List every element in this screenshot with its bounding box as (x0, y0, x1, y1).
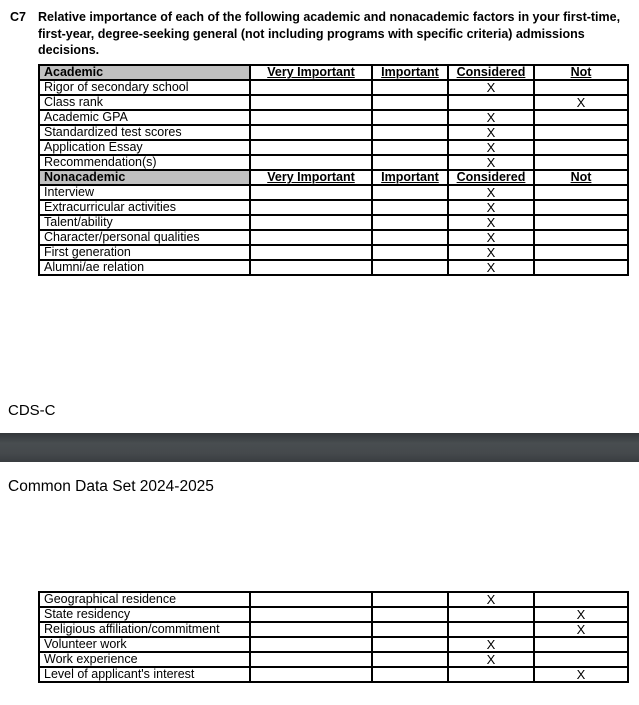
empty-cell (534, 80, 628, 95)
empty-cell (372, 667, 448, 682)
column-header-3: Not (534, 65, 628, 80)
empty-cell (372, 260, 448, 275)
empty-cell (250, 110, 372, 125)
section-header-academic: Academic (39, 65, 250, 80)
factor-label: State residency (39, 607, 250, 622)
section-header-row (39, 170, 628, 185)
factor-label: Work experience (39, 652, 250, 667)
factor-row (39, 667, 628, 682)
empty-cell (534, 215, 628, 230)
importance-mark: X (534, 607, 628, 622)
column-header-2: Considered (448, 65, 534, 80)
page-footer-label: CDS-C (8, 402, 56, 419)
empty-cell (534, 200, 628, 215)
factor-row (39, 230, 628, 245)
empty-cell (250, 200, 372, 215)
empty-cell (250, 185, 372, 200)
question-text: Relative importance of each of the following academic and nonacademic factors in your first-time, first-year, degree-seeking general (not including programs with specific criteria) admissions decisions. (38, 10, 621, 57)
empty-cell (250, 607, 372, 622)
empty-cell (372, 607, 448, 622)
empty-cell (250, 140, 372, 155)
factor-row (39, 125, 628, 140)
column-header-0: Very Important (250, 170, 372, 185)
factor-row (39, 245, 628, 260)
importance-mark: X (534, 667, 628, 682)
empty-cell (372, 110, 448, 125)
factor-label: Geographical residence (39, 592, 250, 607)
factor-label: Rigor of secondary school (39, 80, 250, 95)
factor-label: Extracurricular activities (39, 200, 250, 215)
factor-label: First generation (39, 245, 250, 260)
column-header-1: Important (372, 65, 448, 80)
importance-mark: X (448, 140, 534, 155)
factor-label: Recommendation(s) (39, 155, 250, 170)
section-header-row (39, 65, 628, 80)
empty-cell (372, 622, 448, 637)
importance-mark: X (448, 592, 534, 607)
empty-cell (250, 215, 372, 230)
importance-mark: X (448, 230, 534, 245)
factor-label: Application Essay (39, 140, 250, 155)
question-number: C7 (10, 10, 26, 24)
empty-cell (250, 260, 372, 275)
column-header-0: Very Important (250, 65, 372, 80)
importance-mark: X (448, 185, 534, 200)
empty-cell (250, 230, 372, 245)
importance-mark: X (448, 125, 534, 140)
empty-cell (534, 185, 628, 200)
factor-row (39, 637, 628, 652)
empty-cell (448, 622, 534, 637)
question-c7 (10, 9, 622, 59)
factor-label: Level of applicant's interest (39, 667, 250, 682)
empty-cell (534, 245, 628, 260)
factor-row (39, 607, 628, 622)
page2-title: Common Data Set 2024-2025 (8, 478, 214, 495)
factor-label: Academic GPA (39, 110, 250, 125)
empty-cell (250, 652, 372, 667)
empty-cell (250, 95, 372, 110)
empty-cell (448, 667, 534, 682)
column-header-3: Not (534, 170, 628, 185)
factor-label: Interview (39, 185, 250, 200)
importance-mark: X (448, 110, 534, 125)
empty-cell (372, 592, 448, 607)
empty-cell (534, 140, 628, 155)
factor-row (39, 80, 628, 95)
empty-cell (372, 245, 448, 260)
empty-cell (372, 95, 448, 110)
factor-row (39, 592, 628, 607)
empty-cell (372, 155, 448, 170)
factor-row (39, 260, 628, 275)
factor-label: Character/personal qualities (39, 230, 250, 245)
empty-cell (534, 637, 628, 652)
empty-cell (372, 140, 448, 155)
empty-cell (534, 230, 628, 245)
importance-mark: X (448, 652, 534, 667)
factor-row (39, 95, 628, 110)
factor-row (39, 215, 628, 230)
importance-mark: X (448, 260, 534, 275)
empty-cell (372, 637, 448, 652)
importance-mark: X (448, 80, 534, 95)
factor-row (39, 200, 628, 215)
empty-cell (372, 125, 448, 140)
factor-label: Class rank (39, 95, 250, 110)
empty-cell (372, 200, 448, 215)
page-separator-bar (0, 433, 639, 462)
factor-row (39, 652, 628, 667)
empty-cell (250, 637, 372, 652)
empty-cell (534, 260, 628, 275)
admissions-factors-table-page1 (38, 64, 629, 276)
importance-mark: X (448, 215, 534, 230)
importance-mark: X (448, 200, 534, 215)
admissions-factors-table-page2 (38, 591, 629, 683)
empty-cell (534, 110, 628, 125)
empty-cell (250, 622, 372, 637)
empty-cell (250, 80, 372, 95)
importance-mark: X (534, 622, 628, 637)
factor-row (39, 185, 628, 200)
empty-cell (372, 185, 448, 200)
empty-cell (534, 155, 628, 170)
empty-cell (448, 95, 534, 110)
column-header-1: Important (372, 170, 448, 185)
empty-cell (250, 125, 372, 140)
factor-label: Alumni/ae relation (39, 260, 250, 275)
section-header-nonacademic: Nonacademic (39, 170, 250, 185)
factor-label: Volunteer work (39, 637, 250, 652)
empty-cell (372, 80, 448, 95)
empty-cell (534, 652, 628, 667)
empty-cell (448, 607, 534, 622)
empty-cell (534, 125, 628, 140)
factor-label: Talent/ability (39, 215, 250, 230)
empty-cell (372, 215, 448, 230)
factor-row (39, 155, 628, 170)
empty-cell (372, 230, 448, 245)
empty-cell (534, 592, 628, 607)
empty-cell (250, 155, 372, 170)
factor-label: Religious affiliation/commitment (39, 622, 250, 637)
importance-mark: X (448, 155, 534, 170)
empty-cell (250, 667, 372, 682)
column-header-2: Considered (448, 170, 534, 185)
factor-row (39, 622, 628, 637)
importance-mark: X (448, 245, 534, 260)
factor-label: Standardized test scores (39, 125, 250, 140)
factor-row (39, 140, 628, 155)
empty-cell (250, 592, 372, 607)
importance-mark: X (448, 637, 534, 652)
empty-cell (250, 245, 372, 260)
factor-row (39, 110, 628, 125)
empty-cell (372, 652, 448, 667)
importance-mark: X (534, 95, 628, 110)
